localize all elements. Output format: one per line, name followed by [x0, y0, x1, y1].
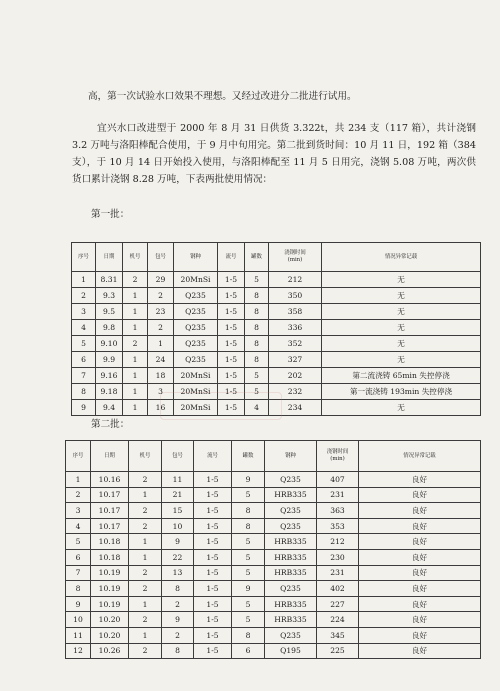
cell-date: 10.20: [91, 612, 129, 628]
cell-strand: 1-5: [218, 320, 245, 336]
header-seq: 序号: [72, 243, 96, 272]
table-row: [72, 304, 481, 320]
table-row: [66, 534, 481, 550]
cell-remark: 良好: [359, 472, 481, 488]
cell-date: 9.16: [96, 368, 123, 384]
header-strand: 流号: [218, 243, 245, 272]
cell-remark: 良好: [359, 596, 481, 612]
table-row: [66, 565, 481, 581]
cell-tanks: 5: [232, 596, 265, 612]
cell-machine: 1: [129, 487, 162, 503]
cell-tanks: 9: [232, 581, 265, 597]
cell-machine: 2: [123, 272, 148, 288]
table-header-row: [72, 243, 481, 272]
cell-machine: 2: [129, 518, 162, 534]
cell-remark: 良好: [359, 643, 481, 659]
cell-remark: 无: [322, 272, 481, 288]
cell-cast-time: 227: [317, 596, 359, 612]
table-row: [66, 596, 481, 612]
header-seq: 序号: [66, 441, 91, 472]
cell-machine: 1: [123, 288, 148, 304]
cell-seq: 8: [66, 581, 91, 597]
cell-steel: Q235: [265, 627, 317, 643]
cell-ladle: 1: [148, 336, 174, 352]
cell-remark: 无: [322, 288, 481, 304]
cell-cast-time: 353: [317, 518, 359, 534]
header-cast-time-label: 浇钢时间: [326, 449, 349, 456]
table-row: [72, 368, 481, 384]
cell-tanks: 5: [232, 534, 265, 550]
cell-cast-time: 350: [269, 288, 322, 304]
table-row: [72, 352, 481, 368]
cell-ladle: 18: [148, 368, 174, 384]
cell-remark: 良好: [359, 581, 481, 597]
cell-date: 9.9: [96, 352, 123, 368]
header-machine: 机号: [129, 441, 162, 472]
cell-steel: Q235: [174, 320, 218, 336]
cell-strand: 1-5: [194, 503, 232, 519]
cell-strand: 1-5: [194, 627, 232, 643]
cell-seq: 3: [72, 304, 96, 320]
cell-cast-time: 234: [269, 400, 322, 416]
cell-machine: 1: [123, 320, 148, 336]
paragraph-supply: 宜兴水口改进型于 2000 年 8 月 31 日供货 3.322t，共 234 支（117 箱），共计浇钢 3.2 万吨与洛阳棒配合使用，于 9 月中旬用完。第二批到货时间：10 月 11 日，192 箱（384 支），于 10 月 14 日开始投入使用，与洛阳棒配至 11 月 5 日用完，浇钢 5.08 万吨，两次供货口累计浇钢 8.28 万吨，下表两批使用情况：: [72, 123, 476, 185]
cell-strand: 1-5: [218, 336, 245, 352]
cell-ladle: 3: [148, 384, 174, 400]
cell-ladle: 29: [148, 272, 174, 288]
cell-tanks: 8: [245, 304, 269, 320]
cell-ladle: 8: [162, 643, 194, 659]
cell-steel: Q235: [174, 336, 218, 352]
cell-machine: 1: [129, 596, 162, 612]
cell-steel: Q235: [174, 352, 218, 368]
cell-strand: 1-5: [194, 596, 232, 612]
cell-seq: 8: [72, 384, 96, 400]
cell-remark: 良好: [359, 503, 481, 519]
cell-remark: 良好: [359, 549, 481, 565]
cell-seq: 2: [72, 288, 96, 304]
table-row: [72, 336, 481, 352]
table-row: [72, 320, 481, 336]
cell-machine: 1: [123, 368, 148, 384]
cell-ladle: 2: [148, 288, 174, 304]
cell-machine: 2: [129, 472, 162, 488]
table-row: [66, 627, 481, 643]
cell-cast-time: 363: [317, 503, 359, 519]
cell-steel: Q235: [174, 304, 218, 320]
header-cast-time-label: 浇钢时间: [284, 250, 306, 257]
cell-seq: 3: [66, 503, 91, 519]
cell-strand: 1-5: [194, 581, 232, 597]
cell-machine: 1: [129, 549, 162, 565]
cell-seq: 7: [72, 368, 96, 384]
cell-ladle: 16: [148, 400, 174, 416]
cell-tanks: 5: [232, 549, 265, 565]
cell-seq: 12: [66, 643, 91, 659]
cell-cast-time: 336: [269, 320, 322, 336]
cell-remark: 良好: [359, 534, 481, 550]
cell-seq: 1: [66, 472, 91, 488]
cell-tanks: 5: [232, 612, 265, 628]
header-ladle: 包号: [148, 243, 174, 272]
cell-remark: 无: [322, 336, 481, 352]
cell-tanks: 8: [245, 352, 269, 368]
cell-machine: 2: [123, 336, 148, 352]
cell-ladle: 24: [148, 352, 174, 368]
cell-machine: 2: [129, 503, 162, 519]
cell-steel: HRB335: [265, 596, 317, 612]
cell-strand: 1-5: [194, 643, 232, 659]
cell-ladle: 10: [162, 518, 194, 534]
cell-strand: 1-5: [218, 304, 245, 320]
header-date: 日期: [91, 441, 129, 472]
cell-remark: 良好: [359, 627, 481, 643]
cell-date: 9.10: [96, 336, 123, 352]
cell-strand: 1-5: [194, 534, 232, 550]
cell-tanks: 8: [245, 288, 269, 304]
cell-seq: 11: [66, 627, 91, 643]
cell-tanks: 9: [232, 472, 265, 488]
cell-cast-time: 407: [317, 472, 359, 488]
cell-strand: 1-5: [194, 612, 232, 628]
cell-date: 8.31: [96, 272, 123, 288]
cell-date: 9.4: [96, 400, 123, 416]
header-date: 日期: [96, 243, 123, 272]
cell-ladle: 13: [162, 565, 194, 581]
cell-ladle: 9: [162, 612, 194, 628]
cell-ladle: 9: [162, 534, 194, 550]
header-remark: 情况异常记载: [359, 441, 481, 472]
cell-strand: 1-5: [218, 384, 245, 400]
batch2-heading: 第二批：: [91, 419, 130, 430]
header-cast-time: [269, 243, 322, 272]
cell-strand: 1-5: [194, 565, 232, 581]
cell-machine: 1: [123, 304, 148, 320]
cell-seq: 6: [66, 549, 91, 565]
cell-steel: Q235: [265, 581, 317, 597]
cell-ladle: 21: [162, 487, 194, 503]
cell-tanks: 5: [232, 487, 265, 503]
cell-tanks: 5: [245, 272, 269, 288]
cell-strand: 1-5: [194, 487, 232, 503]
cell-remark: 良好: [359, 612, 481, 628]
cell-date: 10.26: [91, 643, 129, 659]
cell-cast-time: 225: [317, 643, 359, 659]
cell-steel: HRB335: [265, 549, 317, 565]
cell-machine: 1: [123, 352, 148, 368]
cell-date: 10.19: [91, 596, 129, 612]
cell-seq: 5: [66, 534, 91, 550]
cell-tanks: 8: [245, 336, 269, 352]
table-row: [66, 518, 481, 534]
cell-date: 10.20: [91, 627, 129, 643]
cell-ladle: 11: [162, 472, 194, 488]
cell-strand: 1-5: [218, 352, 245, 368]
cell-cast-time: 231: [317, 565, 359, 581]
cell-date: 10.16: [91, 472, 129, 488]
cell-seq: 7: [66, 565, 91, 581]
cell-steel: 20MnSi: [174, 384, 218, 400]
cell-ladle: 2: [148, 320, 174, 336]
cell-steel: Q235: [265, 518, 317, 534]
cell-ladle: 2: [162, 596, 194, 612]
cell-tanks: 5: [245, 384, 269, 400]
cell-steel: Q235: [265, 472, 317, 488]
cell-steel: 20MnSi: [174, 272, 218, 288]
cell-date: 10.17: [91, 503, 129, 519]
table-row: [66, 612, 481, 628]
cell-tanks: 6: [232, 643, 265, 659]
cell-steel: Q235: [174, 288, 218, 304]
cell-machine: 1: [129, 534, 162, 550]
cell-cast-time: 358: [269, 304, 322, 320]
batch1-heading: 第一批：: [91, 209, 130, 220]
paragraph-intro: 高，第一次试验水口效果不理想。又经过改进分二批进行试用。: [88, 91, 357, 102]
cell-remark: 良好: [359, 565, 481, 581]
header-strand: 流号: [194, 441, 232, 472]
cell-seq: 9: [72, 400, 96, 416]
cell-steel: HRB335: [265, 534, 317, 550]
faint-stamp: [160, 392, 282, 420]
cell-cast-time: 232: [269, 384, 322, 400]
cell-seq: 4: [72, 320, 96, 336]
header-remark: 情况异常记载: [322, 243, 481, 272]
cell-remark: 无: [322, 320, 481, 336]
cell-tanks: 8: [245, 320, 269, 336]
cell-ladle: 15: [162, 503, 194, 519]
cell-date: 10.18: [91, 549, 129, 565]
header-cast-time-unit: (min): [330, 456, 345, 462]
cell-tanks: 4: [245, 400, 269, 416]
table-row: [66, 581, 481, 597]
table-row: [66, 472, 481, 488]
cell-steel: Q235: [265, 503, 317, 519]
cell-date: 10.19: [91, 581, 129, 597]
cell-tanks: 8: [232, 503, 265, 519]
cell-cast-time: 327: [269, 352, 322, 368]
cell-ladle: 2: [162, 627, 194, 643]
cell-machine: 2: [129, 581, 162, 597]
cell-cast-time: 345: [317, 627, 359, 643]
header-machine: 机号: [123, 243, 148, 272]
header-cast-time-unit: (min): [287, 257, 303, 263]
cell-strand: 1-5: [218, 400, 245, 416]
cell-remark: 无: [322, 352, 481, 368]
cell-date: 10.18: [91, 534, 129, 550]
cell-tanks: 8: [232, 518, 265, 534]
cell-date: 9.3: [96, 288, 123, 304]
cell-tanks: 5: [232, 565, 265, 581]
cell-date: 9.5: [96, 304, 123, 320]
table-row: [66, 487, 481, 503]
cell-remark: 良好: [359, 518, 481, 534]
cell-ladle: 22: [162, 549, 194, 565]
cell-cast-time: 402: [317, 581, 359, 597]
cell-date: 10.17: [91, 518, 129, 534]
table-row: [66, 549, 481, 565]
cell-steel: HRB335: [265, 565, 317, 581]
cell-date: 10.19: [91, 565, 129, 581]
cell-remark: 第一流浇铸 193min 失控停浇: [322, 384, 481, 400]
cell-remark: 良好: [359, 487, 481, 503]
cell-cast-time: 212: [317, 534, 359, 550]
cell-seq: 6: [72, 352, 96, 368]
cell-cast-time: 352: [269, 336, 322, 352]
cell-strand: 1-5: [194, 549, 232, 565]
cell-machine: 2: [129, 612, 162, 628]
cell-strand: 1-5: [218, 272, 245, 288]
cell-machine: 1: [123, 384, 148, 400]
batch2-table: [65, 440, 481, 659]
cell-cast-time: 202: [269, 368, 322, 384]
header-steel: 钢种: [174, 243, 218, 272]
cell-steel: 20MnSi: [174, 400, 218, 416]
cell-seq: 1: [72, 272, 96, 288]
cell-cast-time: 224: [317, 612, 359, 628]
cell-machine: 2: [129, 643, 162, 659]
cell-machine: 1: [129, 627, 162, 643]
cell-tanks: 8: [232, 627, 265, 643]
table-row: [66, 643, 481, 659]
cell-machine: 2: [129, 565, 162, 581]
cell-tanks: 5: [245, 368, 269, 384]
header-steel: 钢种: [265, 441, 317, 472]
cell-date: 10.17: [91, 487, 129, 503]
cell-strand: 1-5: [218, 288, 245, 304]
table-row: [72, 272, 481, 288]
cell-ladle: 8: [162, 581, 194, 597]
cell-strand: 1-5: [194, 518, 232, 534]
cell-cast-time: 230: [317, 549, 359, 565]
header-ladle: 包号: [162, 441, 194, 472]
cell-steel: Q195: [265, 643, 317, 659]
cell-remark: 第二流浇铸 65min 失控停浇: [322, 368, 481, 384]
cell-cast-time: 231: [317, 487, 359, 503]
cell-seq: 4: [66, 518, 91, 534]
cell-steel: 20MnSi: [174, 368, 218, 384]
cell-date: 9.8: [96, 320, 123, 336]
cell-strand: 1-5: [218, 368, 245, 384]
cell-seq: 10: [66, 612, 91, 628]
cell-remark: 无: [322, 400, 481, 416]
table-header-row: [66, 441, 481, 472]
header-cast-time: [317, 441, 359, 472]
cell-remark: 无: [322, 304, 481, 320]
cell-strand: 1-5: [194, 472, 232, 488]
cell-cast-time: 212: [269, 272, 322, 288]
cell-steel: HRB335: [265, 487, 317, 503]
cell-seq: 9: [66, 596, 91, 612]
cell-seq: 2: [66, 487, 91, 503]
cell-steel: HRB335: [265, 612, 317, 628]
cell-ladle: 23: [148, 304, 174, 320]
header-tanks: 罐数: [245, 243, 269, 272]
header-tanks: 罐数: [232, 441, 265, 472]
cell-seq: 5: [72, 336, 96, 352]
batch1-table: [71, 242, 481, 416]
cell-date: 9.18: [96, 384, 123, 400]
table-row: [72, 288, 481, 304]
cell-machine: 1: [123, 400, 148, 416]
table-row: [66, 503, 481, 519]
